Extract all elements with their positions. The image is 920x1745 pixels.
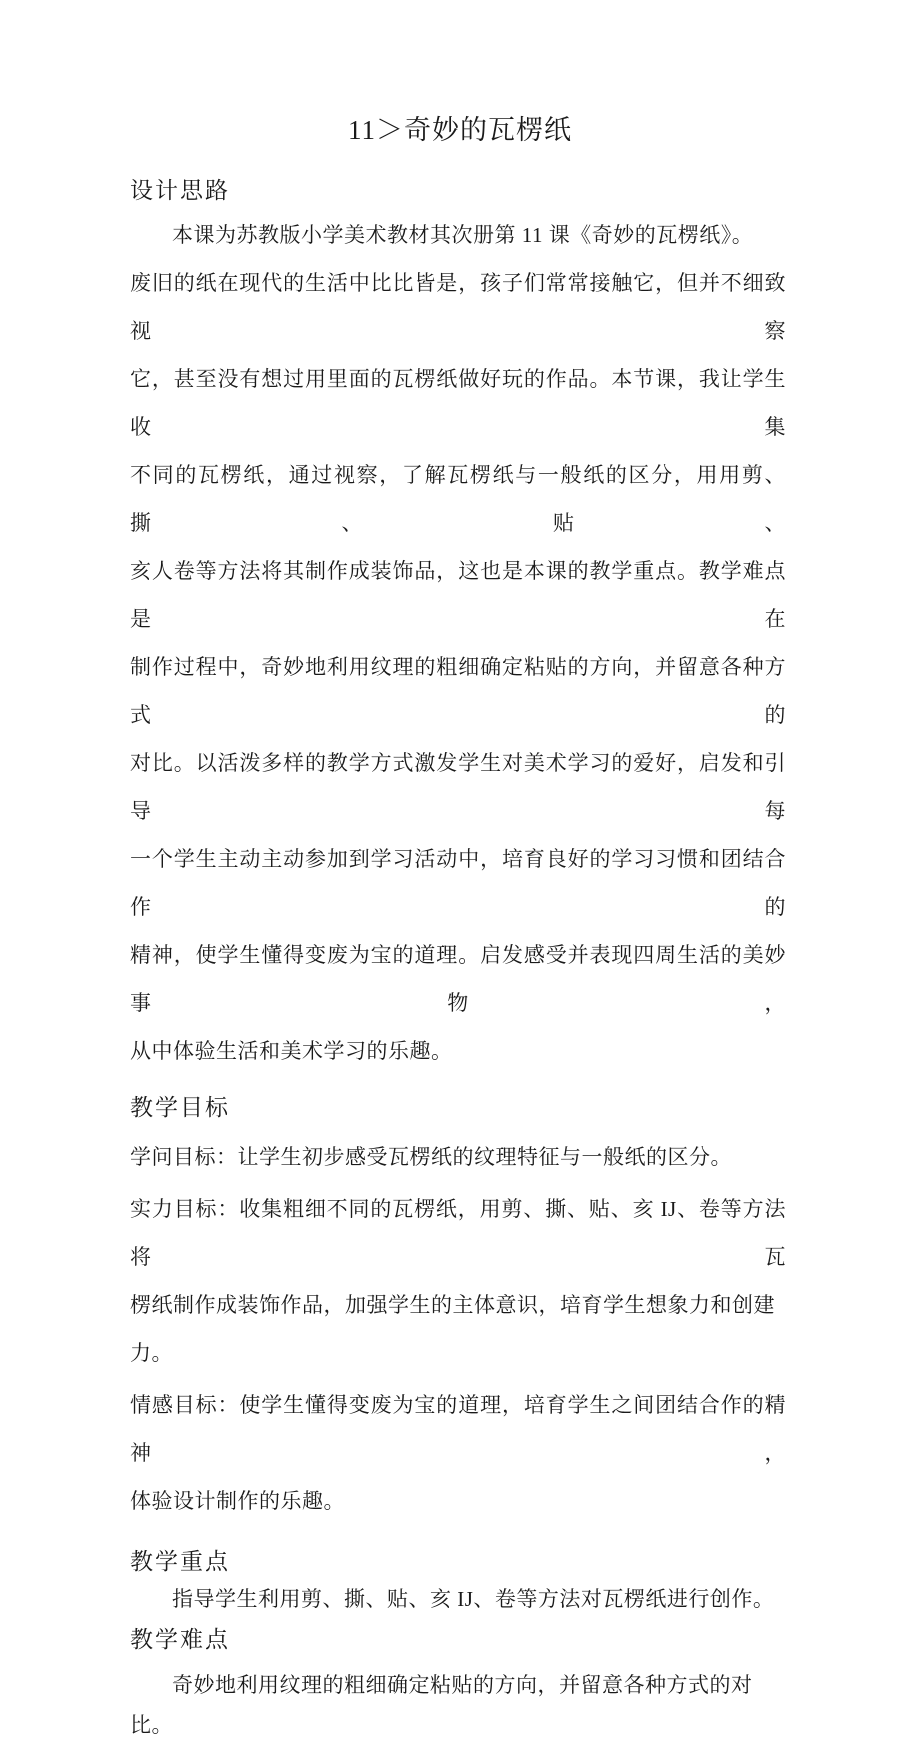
text-line: 本课为苏教版小学美术教材其次册第 11 课《奇妙的瓦楞纸》。 bbox=[172, 223, 754, 247]
section-teaching-goals bbox=[130, 1091, 786, 1525]
text-line: 楞纸制作成装饰作品，加强学生的主体意识，培育学生想象力和创建力。 bbox=[130, 1293, 775, 1365]
text-line: 实力目标：收集粗细不同的瓦楞纸，用剪、撕、贴、亥 IJ、卷等方法将瓦 bbox=[130, 1197, 786, 1269]
text-line: 不同的瓦楞纸，通过视察，了解瓦楞纸与一般纸的区分，用用剪、撕、贴、 bbox=[130, 463, 786, 535]
section-heading-difficulty: 教学难点 bbox=[130, 1627, 230, 1652]
section-body bbox=[130, 211, 786, 1075]
text-line: 一个学生主动主动参加到学习活动中，培育良好的学习习惯和团结合作的 bbox=[130, 847, 786, 919]
text-line: 亥人卷等方法将其制作成装饰品，这也是本课的教学重点。教学难点是在 bbox=[130, 559, 786, 631]
content-column bbox=[130, 174, 786, 1745]
section-teaching-difficulty bbox=[130, 1623, 786, 1745]
section-body bbox=[130, 1579, 786, 1619]
section-body bbox=[130, 1665, 786, 1745]
text-line: 制作过程中，奇妙地利用纹理的粗细确定粘贴的方向，并留意各种方式的 bbox=[130, 655, 786, 727]
text-line: 学问目标：让学生初步感受瓦楞纸的纹理特征与一般纸的区分。 bbox=[130, 1145, 732, 1169]
text-line: 从中体验生活和美术学习的乐趣。 bbox=[130, 1039, 453, 1063]
text-line: 废旧的纸在现代的生活中比比皆是，孩子们常常接触它，但并不细致视察 bbox=[130, 271, 786, 343]
text-line: 对比。以活泼多样的教学方式激发学生对美术学习的爱好，启发和引导每 bbox=[130, 751, 786, 823]
text-line: 指导学生利用剪、撕、贴、亥 IJ、卷等方法对瓦楞纸进行创作。 bbox=[172, 1587, 775, 1611]
text-line: 精神，使学生懂得变废为宝的道理。启发感受并表现四周生活的美妙事物， bbox=[130, 943, 786, 1015]
text-line: 情感目标：使学生懂得变废为宝的道理，培育学生之间团结合作的精神， bbox=[130, 1393, 786, 1465]
section-heading-key-point: 教学重点 bbox=[130, 1549, 230, 1574]
page-title: 11＞奇妙的瓦楞纸 bbox=[348, 115, 572, 145]
text-line: 它，甚至没有想过用里面的瓦楞纸做好玩的作品。本节课，我让学生收集 bbox=[130, 367, 786, 439]
section-heading-teaching-goals: 教学目标 bbox=[130, 1095, 230, 1120]
section-body bbox=[130, 1133, 786, 1525]
text-line: 奇妙地利用纹理的粗细确定粘贴的方向，并留意各种方式的对比。 bbox=[130, 1673, 753, 1737]
section-teaching-key-point bbox=[130, 1545, 786, 1619]
section-heading-design-ideas: 设计思路 bbox=[130, 178, 230, 203]
text-line: 体验设计制作的乐趣。 bbox=[130, 1489, 345, 1513]
section-design-ideas bbox=[130, 174, 786, 1075]
